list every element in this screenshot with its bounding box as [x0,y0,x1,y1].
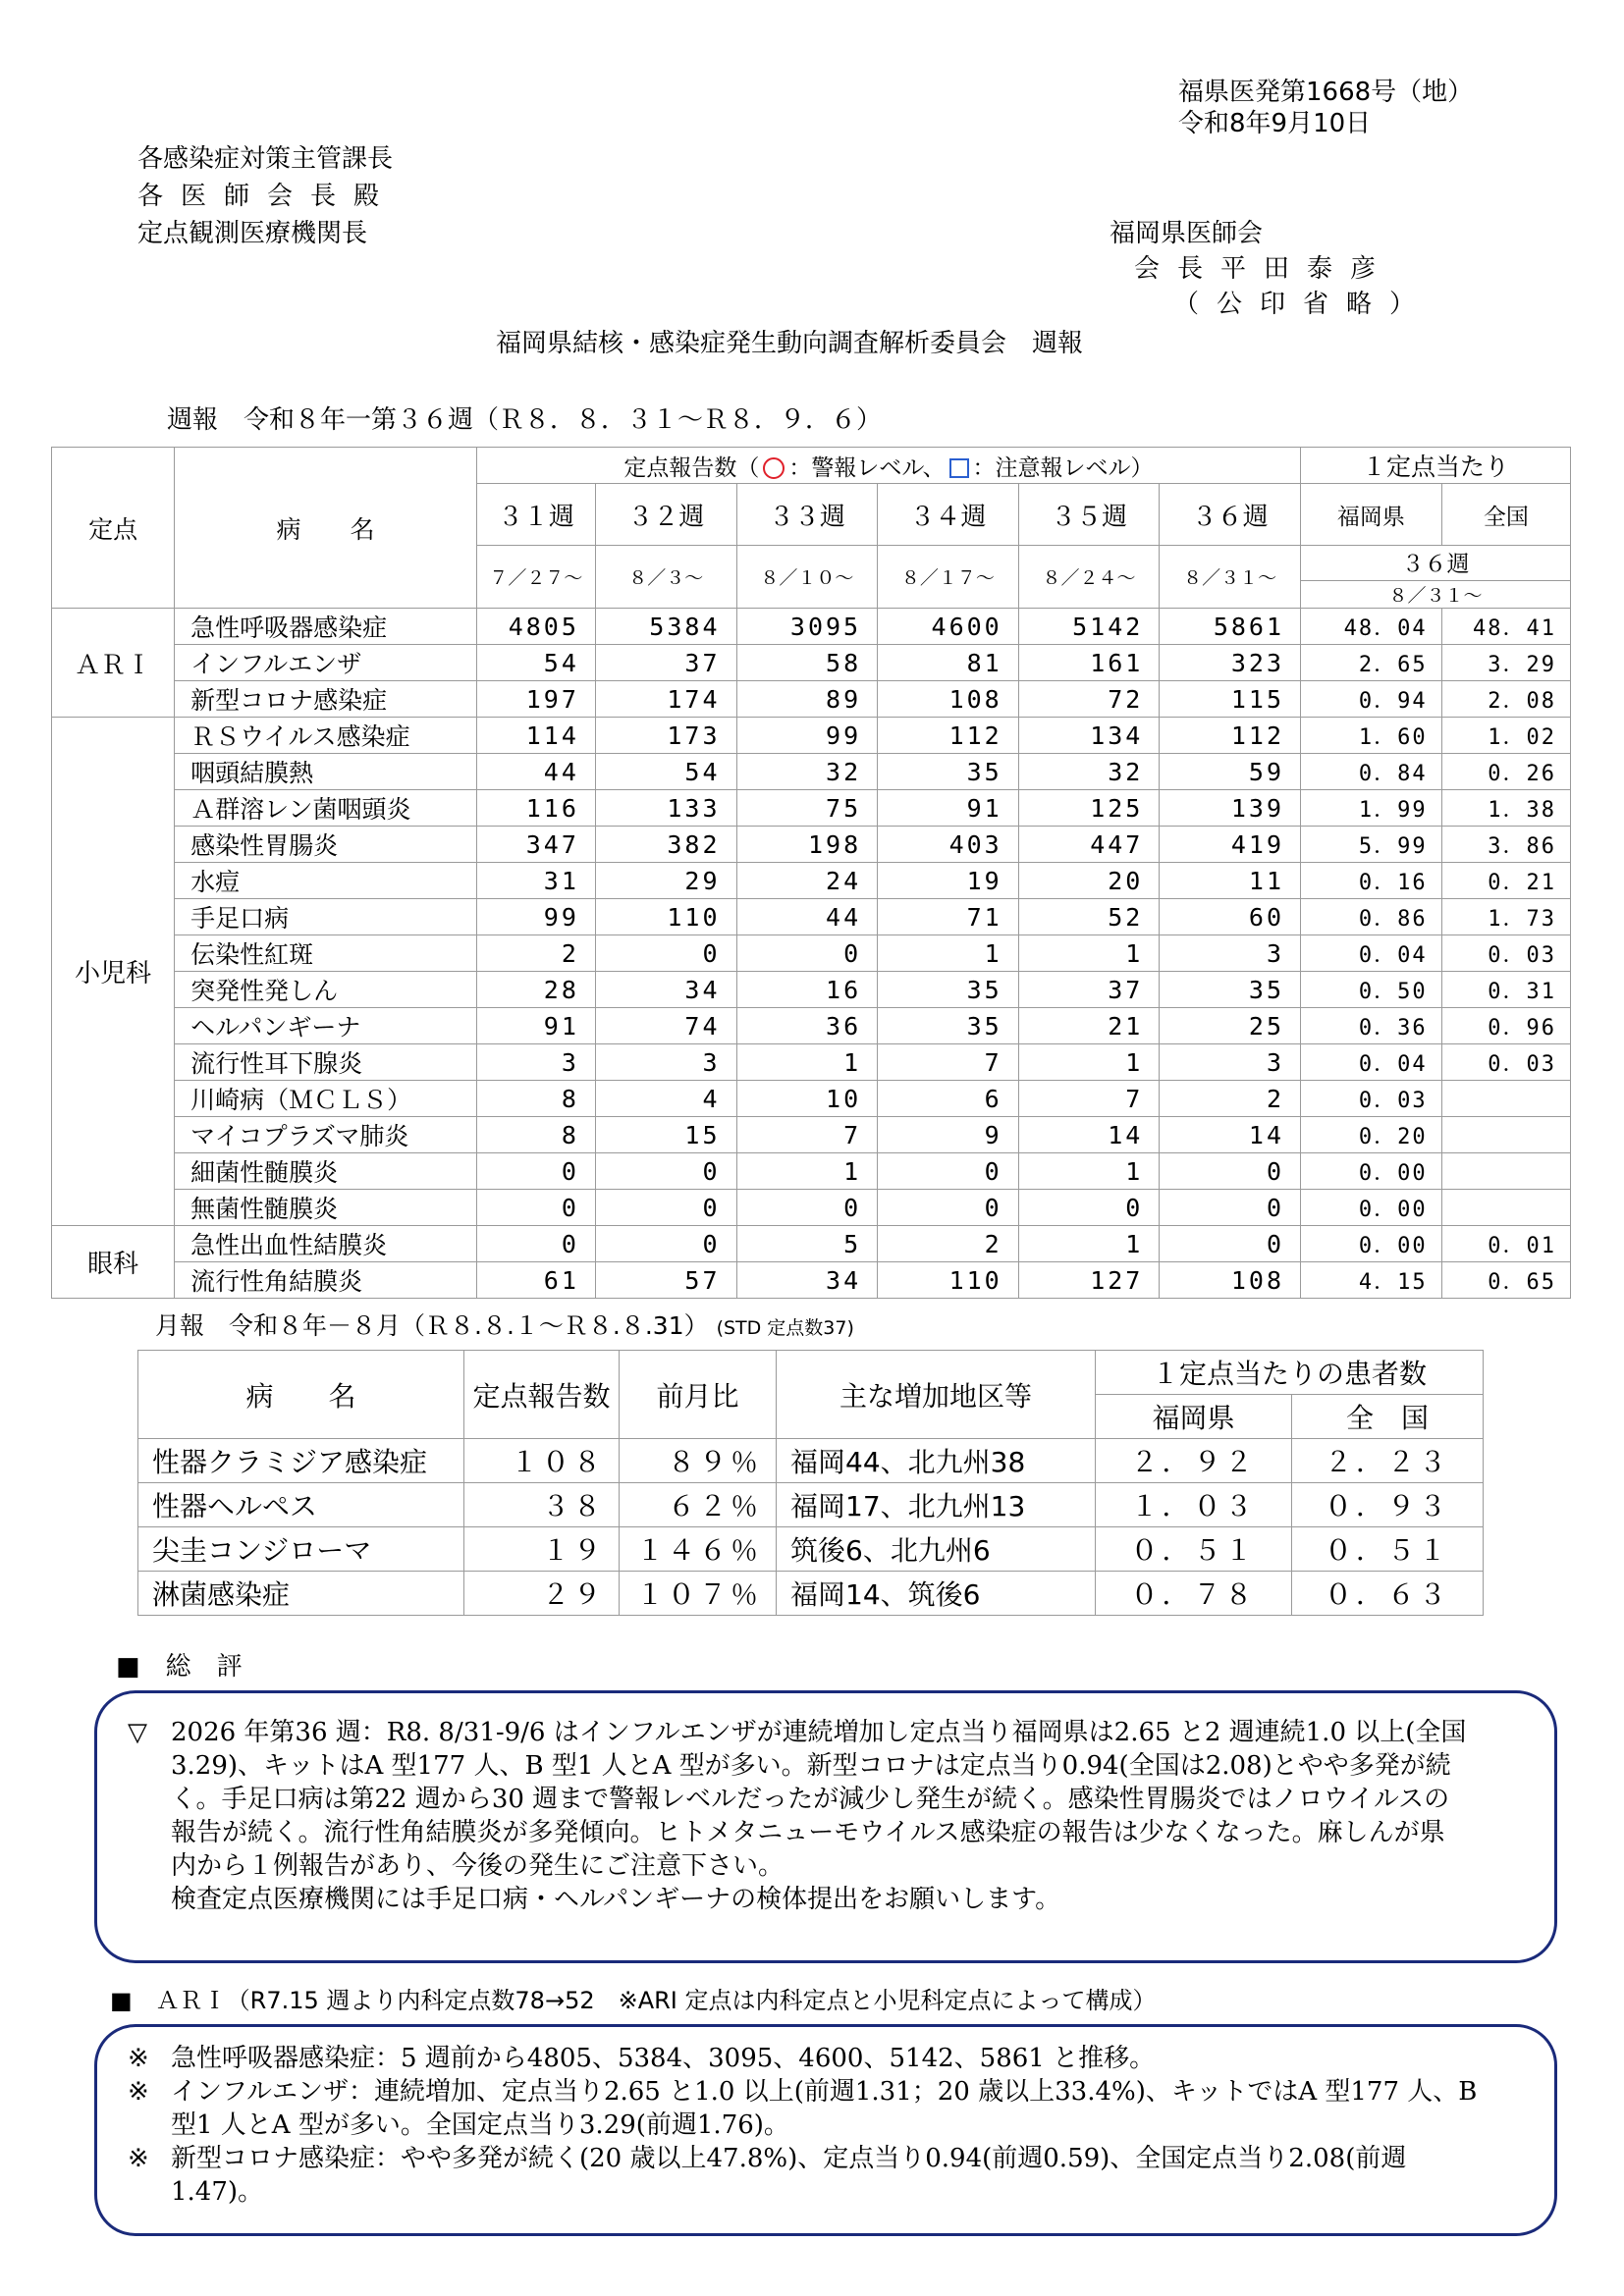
week-header: ３４週 [878,484,1019,546]
summary-heading: ■ 総 評 [116,1652,243,1682]
m-pref: ２．９２ [1096,1439,1292,1483]
m-pref: ０．７８ [1096,1572,1292,1616]
weekly-count: 81 [878,645,1019,681]
weekly-count: 34 [736,1262,878,1299]
issue-date: 令和8年9月10日 [1178,109,1372,138]
disease-row [52,827,1571,863]
disease-name: 伝染性紅斑 [175,935,477,972]
weekly-count: 419 [1160,827,1301,863]
disease-row [52,681,1571,718]
summary-line: 検査定点医療機関には手足口病・ヘルパンギーナの検体提出をお願いします。 [171,1885,1061,1914]
disease-name: 細菌性髄膜炎 [175,1153,477,1190]
weekly-count: 161 [1018,645,1160,681]
weekly-report-table [51,447,1571,1299]
weekly-count: 198 [736,827,878,863]
weekly-count: 134 [1018,718,1160,754]
weekly-count: 347 [476,827,595,863]
disease-name: 水痘 [175,863,477,899]
weekly-count: 382 [595,827,736,863]
weekly-count: 7 [736,1117,878,1153]
pref-per-point: 4．15 [1301,1262,1442,1299]
disease-name: マイコプラズマ肺炎 [175,1117,477,1153]
disease-name: 突発性発しん [175,972,477,1008]
summary-line: く。手足口病は第22 週から30 週まで警報レベルだったが減少し発生が続く。感染性胃腸炎ではノロウイルスの [171,1785,1450,1814]
week-date: ８／１７〜 [878,546,1019,609]
weekly-count: 323 [1160,645,1301,681]
doc-number: 福県医発第1668号（地） [1178,78,1474,107]
pref-per-point: 5．99 [1301,827,1442,863]
weekly-count: 5 [736,1226,878,1262]
m-ratio: １４６％ [620,1527,777,1572]
weekly-count: 11 [1160,863,1301,899]
weekly-count: 19 [878,863,1019,899]
weekly-count: 0 [595,935,736,972]
summary-marker: ▽ [128,1718,147,1747]
weekly-count: 37 [595,645,736,681]
weekly-count: 15 [595,1117,736,1153]
m-col-per: １定点当たりの患者数 [1096,1351,1484,1395]
weekly-count: 99 [736,718,878,754]
recipient-2: 各医師会長殿 [137,182,398,211]
weekly-count: 21 [1018,1008,1160,1044]
pref-per-point: 0．86 [1301,899,1442,935]
disease-row [52,1153,1571,1190]
weekly-count: 174 [595,681,736,718]
weekly-count: 127 [1018,1262,1160,1299]
weekly-count: 115 [1160,681,1301,718]
disease-name: 急性出血性結膜炎 [175,1226,477,1262]
ari-text [128,2042,1477,2209]
weekly-count: 114 [476,718,595,754]
pref-per-point: 2．65 [1301,645,1442,681]
m-nat: ０．５１ [1292,1527,1484,1572]
weekly-count: 10 [736,1081,878,1117]
m-ratio: ８９％ [620,1439,777,1483]
summary-line: 内から１例報告があり、今後の発生にご注意下さい。 [171,1851,785,1881]
weekly-count: 34 [595,972,736,1008]
weekly-count: 3 [476,1044,595,1081]
m-area: 福岡14、筑後6 [777,1572,1096,1616]
m-disease-name: 性器ヘルペス [138,1483,464,1527]
summary-text [128,1716,1466,1916]
monthly-row [138,1572,1484,1616]
weekly-count: 4805 [476,609,595,645]
sender-name: 会長平田泰彦 [1134,254,1394,284]
weekly-count: 3 [1160,935,1301,972]
m-col-nat: 全 国 [1292,1395,1484,1439]
weekly-count: 112 [1160,718,1301,754]
weekly-count: 5861 [1160,609,1301,645]
weekly-count: 7 [878,1044,1019,1081]
per-point-date: ８／３１〜 [1301,580,1570,608]
week-header: ３２週 [595,484,736,546]
recipient-3: 定点観測医療機関長 [137,219,368,248]
pref-per-point: 0．00 [1301,1153,1442,1190]
weekly-count: 110 [878,1262,1019,1299]
disease-row [52,972,1571,1008]
weekly-count: 447 [1018,827,1160,863]
national-per-point: 0．03 [1441,1044,1570,1081]
weekly-count: 4 [595,1081,736,1117]
weekly-count: 1 [736,1153,878,1190]
weekly-count: 2 [878,1226,1019,1262]
reports-label-c: ：注意報レベル） [972,454,1154,481]
national-per-point: 3．29 [1441,645,1570,681]
weekly-count: 0 [878,1190,1019,1226]
disease-row [52,863,1571,899]
disease-name: 流行性角結膜炎 [175,1262,477,1299]
disease-row [52,1044,1571,1081]
monthly-report-table [137,1350,1484,1616]
weekly-count: 0 [595,1226,736,1262]
weekly-count: 0 [476,1190,595,1226]
disease-name: 新型コロナ感染症 [175,681,477,718]
national-per-point [1441,1190,1570,1226]
disease-name: 感染性胃腸炎 [175,827,477,863]
week-date: ８／１０〜 [736,546,878,609]
national-per-point: 48．41 [1441,609,1570,645]
weekly-count: 0 [1018,1190,1160,1226]
weekly-count: 35 [1160,972,1301,1008]
ari-line: 新型コロナ感染症：やや多発が続く(20 歳以上47.8%)、定点当り0.94(前週0.59)、全国定点当り2.08(前週 [171,2144,1407,2173]
weekly-count: 61 [476,1262,595,1299]
weekly-count: 44 [736,899,878,935]
weekly-count: 3 [1160,1044,1301,1081]
monthly-caption-note: (STD 定点数37) [716,1317,854,1339]
group-label: 小児科 [52,718,175,1226]
disease-row [52,1081,1571,1117]
pref-per-point: 1．60 [1301,718,1442,754]
m-pref: ０．５１ [1096,1527,1292,1572]
week-date: ８／２４〜 [1018,546,1160,609]
monthly-row [138,1483,1484,1527]
weekly-count: 24 [736,863,878,899]
weekly-count: 20 [1018,863,1160,899]
disease-name: インフルエンザ [175,645,477,681]
m-nat: ２．２３ [1292,1439,1484,1483]
national-per-point: 0．21 [1441,863,1570,899]
weekly-count: 5142 [1018,609,1160,645]
col-header-teiten: 定点 [52,448,175,609]
week-header: ３５週 [1018,484,1160,546]
m-area: 筑後6、北九州6 [777,1527,1096,1572]
weekly-count: 32 [736,754,878,790]
pref-header: 福岡県 [1301,484,1442,546]
m-reports: １０８ [464,1439,620,1483]
m-area: 福岡44、北九州38 [777,1439,1096,1483]
disease-name: 無菌性髄膜炎 [175,1190,477,1226]
weekly-count: 44 [476,754,595,790]
weekly-count: 2 [1160,1081,1301,1117]
weekly-count: 36 [736,1008,878,1044]
weekly-count: 403 [878,827,1019,863]
week36-header: ３６週 ８／３１〜 [1301,546,1571,609]
reports-header [476,448,1300,484]
summary-line: 2026 年第36 週：R8. 8/31-9/6 はインフルエンザが連続増加し定点当り福岡県は2.65 と2 週連続1.0 以上(全国 [171,1718,1467,1747]
national-per-point: 2．08 [1441,681,1570,718]
pref-per-point: 0．84 [1301,754,1442,790]
disease-name: 手足口病 [175,899,477,935]
disease-name: ヘルパンギーナ [175,1008,477,1044]
weekly-count: 0 [878,1153,1019,1190]
weekly-count: 91 [476,1008,595,1044]
pref-per-point: 0．00 [1301,1226,1442,1262]
ari-line: インフルエンザ：連続増加、定点当り2.65 と1.0 以上(前週1.31；20 歳以上33.4%)、キットではA 型177 人、B [171,2077,1478,2107]
m-reports: ３８ [464,1483,620,1527]
weekly-caption: 週報 令和８年一第３６週（Ｒ８．８．３１〜Ｒ８．９．６） [167,405,883,435]
weekly-count: 0 [736,935,878,972]
weekly-count: 1 [736,1044,878,1081]
disease-row [52,899,1571,935]
disease-name: Ａ群溶レン菌咽頭炎 [175,790,477,827]
monthly-caption-text: 月報 令和８年－８月（Ｒ８.８.１〜Ｒ８.８.31） [155,1311,709,1340]
weekly-count: 14 [1160,1117,1301,1153]
weekly-count: 75 [736,790,878,827]
disease-name: 流行性耳下腺炎 [175,1044,477,1081]
pref-per-point: 0．04 [1301,935,1442,972]
disease-row [52,609,1571,645]
pref-per-point: 0．16 [1301,863,1442,899]
pref-per-point: 0．03 [1301,1081,1442,1117]
weekly-count: 35 [878,754,1019,790]
weekly-count: 0 [595,1190,736,1226]
pref-per-point: 1．99 [1301,790,1442,827]
national-per-point: 0．26 [1441,754,1570,790]
disease-row [52,1117,1571,1153]
weekly-count: 139 [1160,790,1301,827]
disease-row [52,1262,1571,1299]
weekly-count: 0 [476,1226,595,1262]
group-label: 眼科 [52,1226,175,1299]
monthly-caption [155,1310,854,1344]
m-nat: ０．６３ [1292,1572,1484,1616]
recipient-1: 各感染症対策主管課長 [137,144,394,174]
disease-row [52,754,1571,790]
weekly-count: 108 [878,681,1019,718]
m-col-name: 病 名 [138,1351,464,1439]
disease-name: ＲＳウイルス感染症 [175,718,477,754]
weekly-count: 1 [1018,1153,1160,1190]
ari-line: 型1 人とA 型が多い。全国定点当り3.29(前週1.76)。 [171,2110,789,2140]
pref-per-point: 0．94 [1301,681,1442,718]
week-header: ３６週 [1160,484,1301,546]
weekly-count: 59 [1160,754,1301,790]
weekly-count: 5384 [595,609,736,645]
national-per-point: 0．03 [1441,935,1570,972]
national-per-point [1441,1117,1570,1153]
weekly-count: 89 [736,681,878,718]
weekly-count: 0 [595,1153,736,1190]
week-date: ７／２７〜 [476,546,595,609]
m-disease-name: 淋菌感染症 [138,1572,464,1616]
weekly-count: 16 [736,972,878,1008]
pref-per-point: 48．04 [1301,609,1442,645]
ari-marker: ※ [128,2044,149,2073]
disease-row [52,718,1571,754]
ari-heading: ■ ＡＲＩ（R7.15 週より内科定点数78→52 ※ARI 定点は内科定点と小児科定点によって構成） [110,1987,1157,2014]
disease-row [52,1008,1571,1044]
pref-per-point: 0．20 [1301,1117,1442,1153]
m-disease-name: 尖圭コンジローマ [138,1527,464,1572]
weekly-count: 52 [1018,899,1160,935]
per-point-header: １定点当たり [1301,448,1571,484]
weekly-count: 32 [1018,754,1160,790]
weekly-count: 58 [736,645,878,681]
national-per-point: 3．86 [1441,827,1570,863]
alarm-circle-icon [763,457,785,479]
weekly-count: 91 [878,790,1019,827]
weekly-count: 57 [595,1262,736,1299]
national-per-point: 0．01 [1441,1226,1570,1262]
week-date: ８／３〜 [595,546,736,609]
weekly-count: 37 [1018,972,1160,1008]
disease-row [52,645,1571,681]
weekly-count: 110 [595,899,736,935]
weekly-count: 173 [595,718,736,754]
weekly-count: 31 [476,863,595,899]
disease-name: 急性呼吸器感染症 [175,609,477,645]
monthly-row [138,1527,1484,1572]
ari-line: 急性呼吸器感染症：5 週前から4805、5384、3095、4600、5142、5861 と推移。 [171,2044,1156,2073]
weekly-count: 112 [878,718,1019,754]
weekly-count: 29 [595,863,736,899]
weekly-count: 35 [878,972,1019,1008]
weekly-count: 1 [1018,935,1160,972]
ari-line: 1.47)。 [171,2177,264,2207]
weekly-count: 7 [1018,1081,1160,1117]
weekly-count: 99 [476,899,595,935]
weekly-count: 133 [595,790,736,827]
disease-name: 咽頭結膜熱 [175,754,477,790]
m-area: 福岡17、北九州13 [777,1483,1096,1527]
weekly-count: 0 [736,1190,878,1226]
m-reports: １９ [464,1527,620,1572]
national-per-point: 0．96 [1441,1008,1570,1044]
weekly-count: 35 [878,1008,1019,1044]
col-header-disease: 病 名 [175,448,477,609]
week-header: ３３週 [736,484,878,546]
weekly-count: 72 [1018,681,1160,718]
disease-row [52,790,1571,827]
weekly-count: 6 [878,1081,1019,1117]
national-per-point: 0．31 [1441,972,1570,1008]
pref-per-point: 0．50 [1301,972,1442,1008]
caution-square-icon [949,458,969,478]
m-col-ratio: 前月比 [620,1351,777,1439]
weekly-count: 4600 [878,609,1019,645]
ari-marker: ※ [128,2077,149,2107]
pref-per-point: 0．00 [1301,1190,1442,1226]
m-col-reports: 定点報告数 [464,1351,620,1439]
weekly-count: 1 [1018,1226,1160,1262]
seal-note: （公印省略） [1173,290,1434,319]
disease-row [52,1190,1571,1226]
committee-title: 福岡県結核・感染症発生動向調査解析委員会 週報 [496,329,1084,358]
weekly-count: 71 [878,899,1019,935]
ari-marker: ※ [128,2144,149,2173]
weekly-count: 54 [595,754,736,790]
weekly-count: 1 [1018,1044,1160,1081]
weekly-count: 108 [1160,1262,1301,1299]
weekly-count: 14 [1018,1117,1160,1153]
disease-row [52,1226,1571,1262]
weekly-count: 25 [1160,1008,1301,1044]
weekly-count: 8 [476,1081,595,1117]
m-nat: ０．９３ [1292,1483,1484,1527]
weekly-count: 1 [878,935,1019,972]
week-header: ３１週 [476,484,595,546]
weekly-count: 28 [476,972,595,1008]
summary-line: 3.29)、キットはA 型177 人、B 型1 人とA 型が多い。新型コロナは定点当り0.94(全国は2.08)とやや多発が続 [171,1751,1451,1781]
disease-name: 川崎病（ＭＣＬＳ） [175,1081,477,1117]
m-col-pref: 福岡県 [1096,1395,1292,1439]
m-ratio: １０７％ [620,1572,777,1616]
weekly-count: 9 [878,1117,1019,1153]
week-date: ８／３１〜 [1160,546,1301,609]
national-header: 全国 [1441,484,1570,546]
reports-label-b: ：警報レベル、 [788,454,946,481]
m-pref: １．０３ [1096,1483,1292,1527]
m-reports: ２９ [464,1572,620,1616]
weekly-count: 125 [1018,790,1160,827]
weekly-count: 197 [476,681,595,718]
weekly-count: 0 [476,1153,595,1190]
m-ratio: ６２％ [620,1483,777,1527]
m-col-area: 主な増加地区等 [777,1351,1096,1439]
national-per-point: 1．38 [1441,790,1570,827]
weekly-count: 2 [476,935,595,972]
weekly-count: 54 [476,645,595,681]
monthly-row [138,1439,1484,1483]
weekly-count: 74 [595,1008,736,1044]
m-disease-name: 性器クラミジア感染症 [138,1439,464,1483]
weekly-count: 0 [1160,1153,1301,1190]
national-per-point [1441,1081,1570,1117]
reports-label-a: 定点報告数（ [623,454,760,481]
national-per-point: 1．02 [1441,718,1570,754]
weekly-count: 8 [476,1117,595,1153]
weekly-count: 60 [1160,899,1301,935]
national-per-point [1441,1153,1570,1190]
weekly-count: 0 [1160,1226,1301,1262]
pref-per-point: 0．04 [1301,1044,1442,1081]
group-label: ＡＲＩ [52,609,175,718]
weekly-count: 3 [595,1044,736,1081]
national-per-point: 0．65 [1441,1262,1570,1299]
summary-line: 報告が続く。流行性角結膜炎が多発傾向。ヒトメタニューモウイルス感染症の報告は少なくなった。麻しんが県 [171,1818,1445,1847]
weekly-count: 116 [476,790,595,827]
weekly-count: 0 [1160,1190,1301,1226]
weekly-count: 3095 [736,609,878,645]
sender-org: 福岡県医師会 [1110,219,1264,248]
national-per-point: 1．73 [1441,899,1570,935]
pref-per-point: 0．36 [1301,1008,1442,1044]
disease-row [52,935,1571,972]
